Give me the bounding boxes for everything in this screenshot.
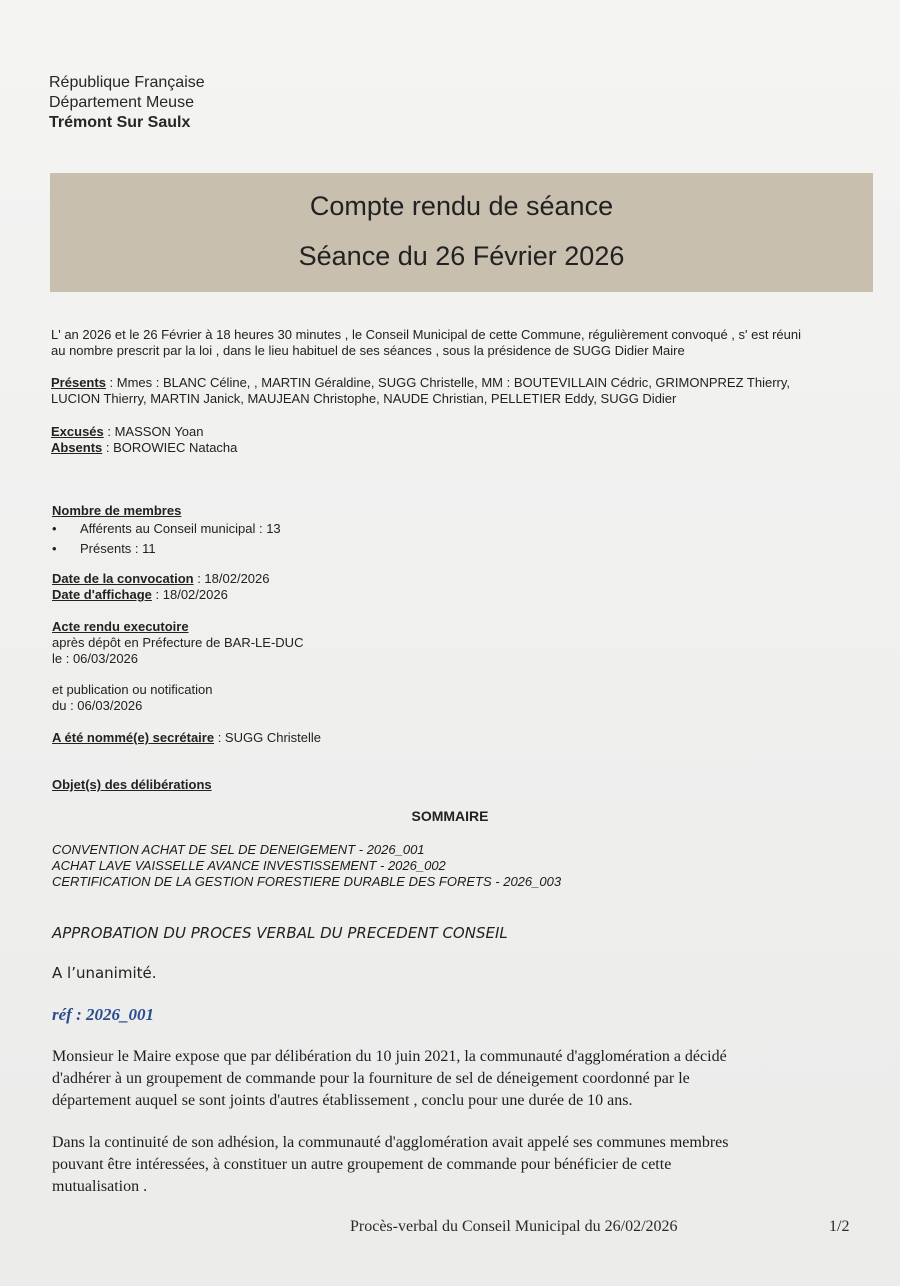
membres-item-label: Présents : 11 [80, 541, 156, 556]
absents-line [51, 440, 237, 456]
approbation-result: A l’unanimité. [52, 964, 157, 982]
objets-label: Objet(s) des délibérations [52, 777, 212, 792]
page-number: 1/2 [829, 1218, 850, 1235]
paragraph-line: d'adhérer à un groupement de commande pour la fourniture de sel de déneigement coordonné par le [52, 1070, 690, 1087]
bullet-icon: • [52, 521, 57, 536]
sommaire-item: CERTIFICATION DE LA GESTION FORESTIERE DURABLE DES FORETS - 2026_003 [52, 874, 562, 889]
secretaire-label: A été nommé(e) secrétaire [52, 730, 215, 745]
bullet-icon: • [52, 541, 57, 556]
membres-item [52, 541, 156, 557]
executoire-label: Acte rendu executoire [52, 619, 189, 634]
excuses-line [51, 424, 204, 440]
secretaire-value: : SUGG Christelle [214, 730, 322, 745]
commune-name: Trémont Sur Saulx [49, 114, 191, 131]
membres-label: Nombre de membres [52, 503, 182, 518]
affichage-value: : 18/02/2026 [151, 587, 228, 602]
excuses-value: : MASSON Yoan [103, 424, 204, 439]
paragraph-line: mutualisation . [52, 1178, 148, 1195]
deliberation-ref: réf : 2026_001 [52, 1005, 154, 1024]
executoire-line-1: après dépôt en Préfecture de BAR-LE-DUC [52, 635, 304, 650]
paragraph-line: Monsieur le Maire expose que par délibération du 10 juin 2021, la communauté d'agglomération a décidé [52, 1048, 727, 1065]
convocation-value: : 18/02/2026 [193, 571, 270, 586]
intro-line-1: L' an 2026 et le 26 Février à 18 heures 30 minutes , le Conseil Municipal de cette Commune, régulièrement convoqué , s' est réuni [51, 327, 801, 342]
executoire-line-4: du : 06/03/2026 [52, 698, 143, 713]
executoire-line-3: et publication ou notification [52, 682, 213, 697]
department-label: Département Meuse [49, 94, 194, 111]
intro-line-2: au nombre prescrit par la loi , dans le lieu habituel de ses séances , sous la présidence de SUGG Didier Maire [51, 343, 685, 358]
paragraph-line: Dans la continuité de son adhésion, la communauté d'agglomération avait appelé ses communes membres [52, 1134, 729, 1151]
affichage-line [52, 587, 228, 603]
membres-item [52, 521, 281, 537]
membres-item-label: Afférents au Conseil municipal : 13 [80, 521, 281, 536]
republic-label: République Française [49, 74, 205, 91]
convocation-line [52, 571, 270, 587]
presents-line-1 [51, 375, 790, 391]
footer-text: Procès-verbal du Conseil Municipal du 26/02/2026 [350, 1218, 678, 1235]
title-banner [50, 173, 873, 292]
approbation-title: APPROBATION DU PROCES VERBAL DU PRECEDENT CONSEIL [52, 924, 508, 942]
convocation-label: Date de la convocation [52, 571, 194, 586]
presents-label: Présents [51, 375, 106, 390]
affichage-label: Date d'affichage [52, 587, 152, 602]
presents-value-1: : Mmes : BLANC Céline, , MARTIN Géraldine, SUGG Christelle, MM : BOUTEVILLAIN Cédric, GRIMONPREZ Thierry, [105, 375, 791, 390]
absents-label: Absents [51, 440, 103, 455]
absents-value: : BOROWIEC Natacha [102, 440, 238, 455]
title-line-1: Compte rendu de séance [309, 191, 614, 221]
title-line-2: Séance du 26 Février 2026 [298, 241, 625, 271]
paragraph-line: pouvant être intéressées, à constituer un autre groupement de commande pour bénéficier de cette [52, 1156, 672, 1173]
presents-line-2: LUCION Thierry, MARTIN Janick, MAUJEAN Christophe, NAUDE Christian, PELLETIER Eddy, SUGG Didier [51, 391, 677, 406]
sommaire-title: SOMMAIRE [411, 808, 489, 824]
secretaire-line [52, 730, 321, 746]
sommaire-item: ACHAT LAVE VAISSELLE AVANCE INVESTISSEMENT - 2026_002 [52, 858, 446, 873]
sommaire-item: CONVENTION ACHAT DE SEL DE DENEIGEMENT - 2026_001 [52, 842, 425, 857]
excuses-label: Excusés [51, 424, 104, 439]
executoire-line-2: le : 06/03/2026 [52, 651, 139, 666]
paragraph-line: département auquel se sont joints d'autres établissement , conclu pour une durée de 10 ans. [52, 1092, 633, 1109]
